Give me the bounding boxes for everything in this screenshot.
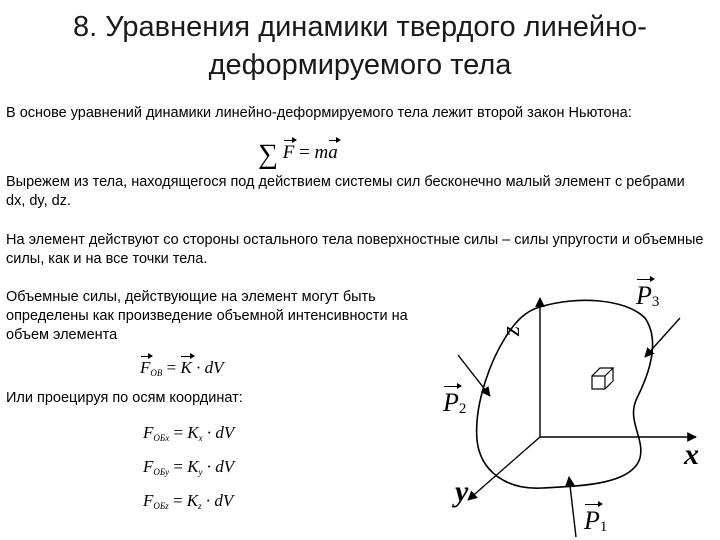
force-p3-index: 3	[651, 294, 660, 310]
acceleration-vector: a	[328, 142, 338, 163]
slide-title	[0, 8, 720, 84]
force-label-p2	[443, 388, 466, 418]
force-label-p3	[636, 281, 659, 311]
newton-law-formula	[258, 139, 338, 171]
intensity-symbol: K	[186, 491, 199, 510]
intensity-symbol: K	[187, 423, 199, 442]
paragraph-projections: Или проецируя по осям координат:	[6, 390, 243, 406]
intensity-subscript: z	[198, 501, 202, 511]
intensity-vector: K	[180, 358, 192, 377]
force-p1-symbol: P	[584, 506, 600, 535]
force-p2-index: 2	[458, 401, 467, 417]
force-p2-symbol: P	[443, 388, 459, 417]
intensity-subscript: x	[198, 433, 203, 443]
volume-differential: · dV	[201, 491, 234, 510]
paragraph-element-cut: Вырежем из тела, находящегося под действием системы сил бесконечно малый элемент с ребрами dx, dy, dz.	[6, 174, 685, 209]
axis-label-z: z	[496, 325, 526, 337]
force-p3-symbol: P	[636, 281, 652, 310]
axis-label-x: x	[684, 438, 699, 471]
volume-differential: · dV	[202, 457, 235, 476]
equals-sign: =	[169, 457, 188, 476]
force-label-p1	[584, 506, 607, 536]
force-p3-arrow	[645, 318, 680, 357]
volume-force-vector: F	[140, 358, 151, 377]
force-symbol: F	[143, 491, 154, 510]
force-symbol: F	[143, 457, 154, 476]
equals-sign: =	[162, 358, 181, 377]
intensity-symbol: K	[187, 457, 199, 476]
mass-symbol: m	[314, 142, 329, 163]
force-subscript: ОБх	[153, 433, 170, 443]
sum-symbol: ∑	[258, 139, 278, 170]
force-vector: F	[282, 142, 295, 163]
force-subscript: ОБz	[153, 501, 169, 511]
axis-label-y: y	[455, 475, 469, 508]
force-subscript: ОБу	[153, 467, 170, 477]
paragraph-newton-intro: В основе уравнений динамики линейно-деформируемого тела лежит второй закон Ньютона:	[6, 105, 632, 121]
volume-differential: · dV	[191, 358, 224, 377]
paragraph-volume-forces: Объемные силы, действующие на элемент могут быть определены как произведение объемной интенсивности на объем элемента	[6, 289, 408, 343]
force-p1-index: 1	[599, 519, 608, 535]
equals-sign: =	[168, 491, 187, 510]
volume-force-subscript: ОВ	[150, 368, 163, 378]
equals-sign: =	[294, 142, 315, 163]
title-line-2: деформируемого тела	[208, 49, 512, 81]
projection-y-formula	[143, 457, 234, 477]
force-symbol: F	[143, 423, 154, 442]
paragraph-surface-forces: На элемент действуют со стороны остального тела поверхностные силы – силы упругости и объемные силы, как и на все точки тела.	[6, 232, 704, 267]
title-line-1: 8. Уравнения динамики твердого линейно-	[73, 11, 647, 43]
intensity-subscript: y	[198, 467, 203, 477]
volume-element-cube	[592, 368, 613, 389]
projection-x-formula	[143, 423, 234, 443]
equals-sign: =	[169, 423, 188, 442]
volume-force-formula	[140, 358, 223, 378]
projection-z-formula	[143, 491, 233, 511]
volume-differential: · dV	[202, 423, 235, 442]
